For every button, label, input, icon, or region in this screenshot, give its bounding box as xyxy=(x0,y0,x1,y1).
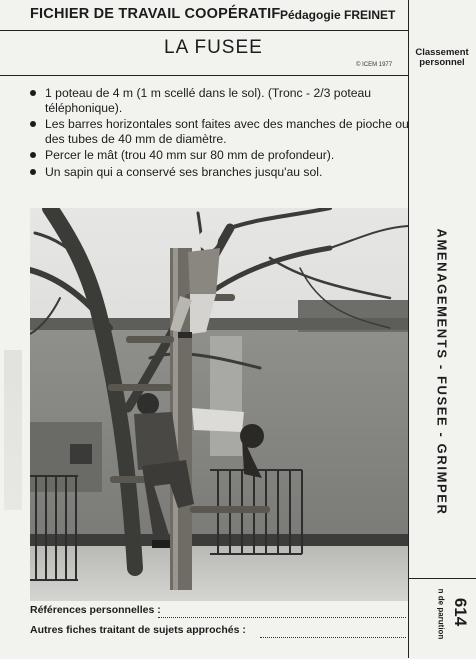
footer-references xyxy=(30,604,406,624)
photo-illustration xyxy=(30,208,408,601)
footer xyxy=(30,604,406,644)
theme-keywords: AMENAGEMENTS - FUSEE - GRIMPER xyxy=(434,228,450,516)
bullet-icon xyxy=(30,90,36,96)
series-title: FICHIER DE TRAVAIL COOPÉRATIF xyxy=(30,6,281,22)
title-row xyxy=(0,31,408,76)
classement-line-2: personnel xyxy=(419,57,465,68)
list-item-text: Les barres horizontales sont faites avec des manches de pioche ou des tubes de 40 mm de diamètre. xyxy=(45,117,409,146)
shed-window xyxy=(70,444,92,464)
wall-top xyxy=(30,318,408,330)
list-item-text: Percer le mât (trou 40 mm sur 80 mm de profondeur). xyxy=(45,148,335,162)
bullet-icon xyxy=(30,121,36,127)
references-label: Références personnelles : xyxy=(30,604,161,616)
classement-line-1: Classement xyxy=(415,47,469,58)
related-label: Autres fiches traitant de sujets approchés : xyxy=(30,624,246,636)
list-item xyxy=(30,165,410,180)
list-item-text: 1 poteau de 4 m (1 m scellé dans le sol). (Tronc - 2/3 poteau téléphonique). xyxy=(45,86,372,115)
bullet-icon xyxy=(30,169,36,175)
parution-label: n de parution xyxy=(436,588,446,640)
list-item xyxy=(30,117,410,146)
list-item xyxy=(30,86,410,115)
page-title: LA FUSEE xyxy=(164,37,263,58)
list-item xyxy=(30,148,410,163)
parution-number: 614 xyxy=(451,597,470,627)
copyright-notice: © ICEM 1977 xyxy=(356,62,393,68)
list-item-text: Un sapin qui a conservé ses branches jusqu'au sol. xyxy=(45,164,323,179)
bullet-icon xyxy=(30,152,36,158)
publisher-label: Pédagogie FREINET xyxy=(280,8,396,22)
reverse-side-bleed xyxy=(4,350,22,510)
related-dotted-line xyxy=(260,637,406,638)
instruction-list xyxy=(30,86,410,181)
header-band xyxy=(0,0,408,31)
photo-climbing-pole xyxy=(30,208,408,601)
classement-label xyxy=(408,48,476,68)
wall-pillar xyxy=(210,336,242,456)
footer-related xyxy=(30,624,406,644)
references-dotted-line xyxy=(158,617,406,618)
